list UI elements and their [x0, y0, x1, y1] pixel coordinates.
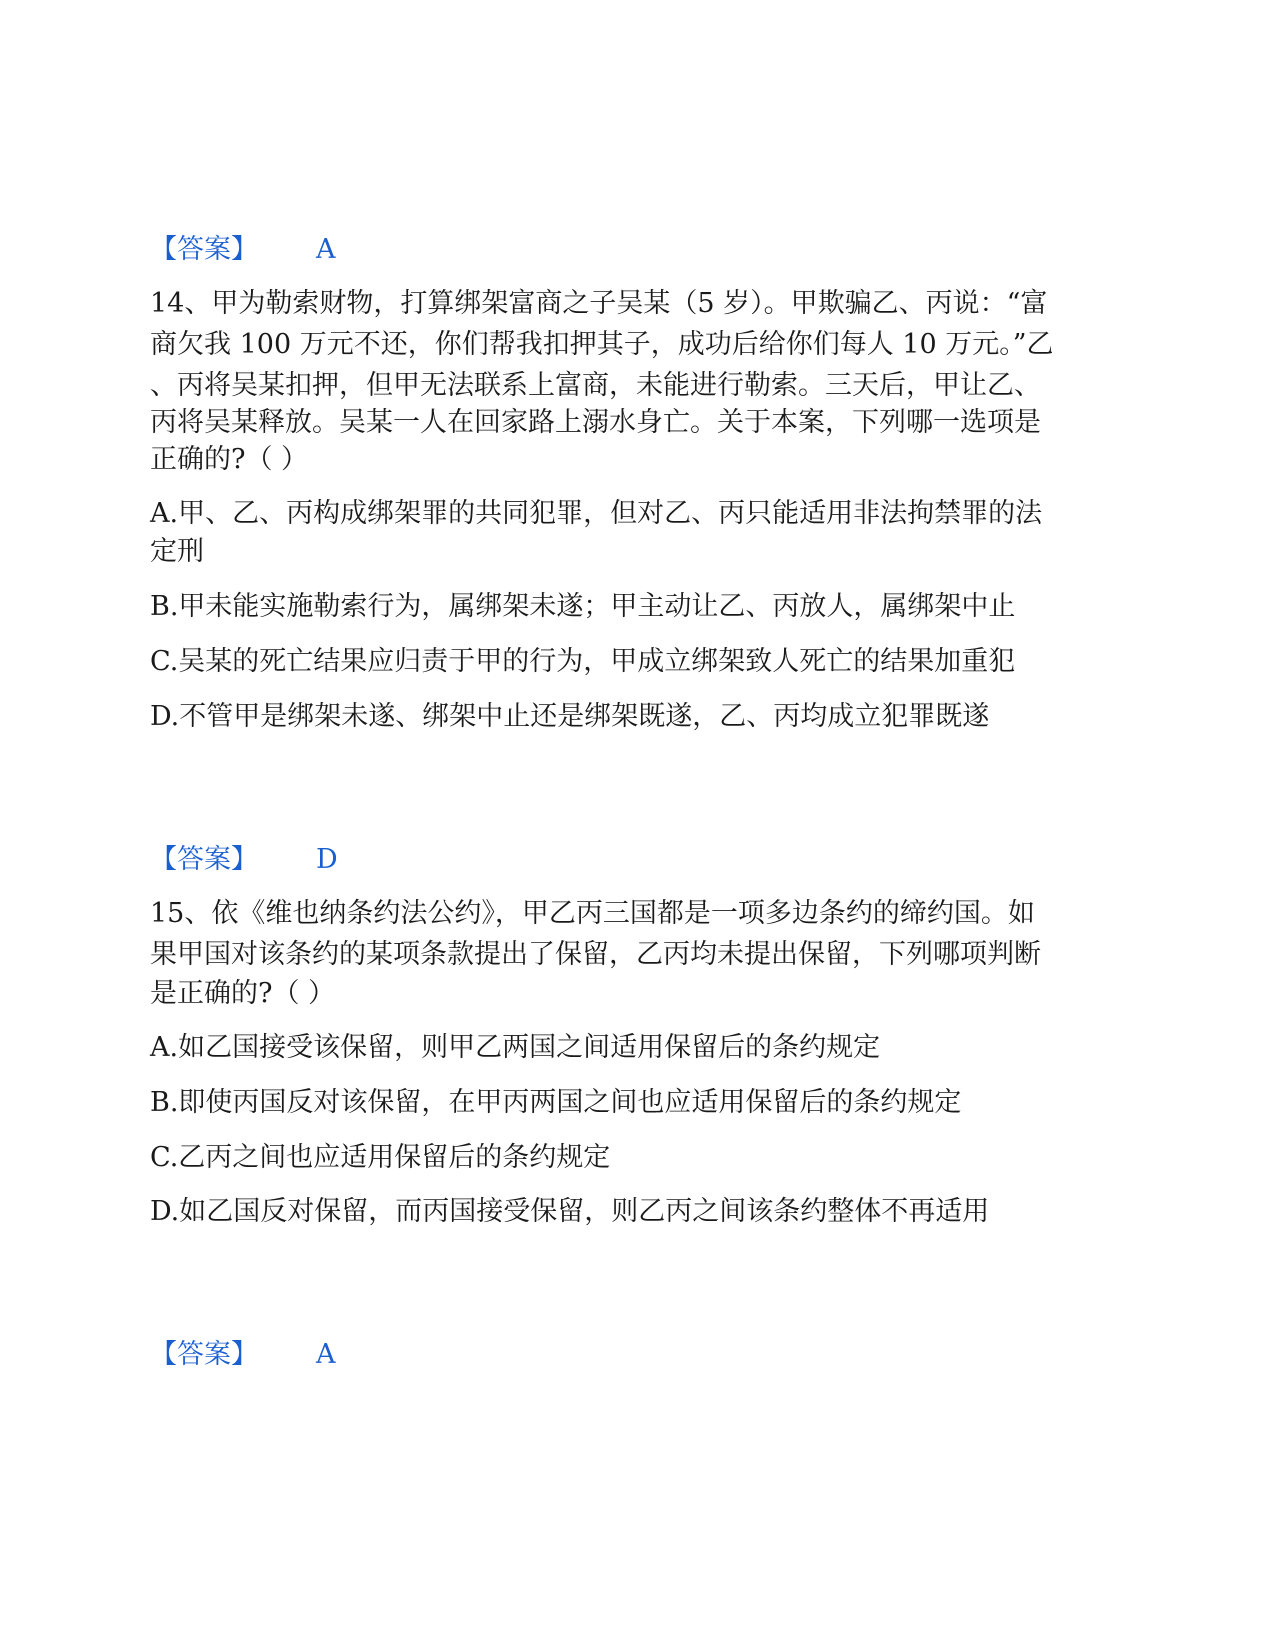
answer-label: 【答案】 — [150, 234, 258, 265]
answer-value: D — [316, 844, 338, 875]
question-text-line: 是正确的?（ ） — [150, 978, 336, 1009]
option-a: A.甲、乙、丙构成绑架罪的共同犯罪，但对乙、丙只能适用非法拘禁罪的法 — [150, 498, 1043, 529]
option-d: D.不管甲是绑架未遂、绑架中止还是绑架既遂，乙、丙均成立犯罪既遂 — [150, 701, 990, 732]
option-c: C.乙丙之间也应适用保留后的条约规定 — [150, 1142, 611, 1173]
option-b: B.甲未能实施勒索行为，属绑架未遂；甲主动让乙、丙放人，属绑架中止 — [150, 591, 1016, 622]
option-b: B.即使丙国反对该保留，在甲丙两国之间也应适用保留后的条约规定 — [150, 1087, 962, 1118]
answer-marker — [150, 843, 338, 877]
question-text-line: 、丙将吴某扣押，但甲无法联系上富商，未能进行勒索。三天后，甲让乙、 — [150, 370, 1041, 401]
answer-marker — [150, 1338, 336, 1372]
answer-value: A — [316, 1339, 336, 1370]
question-text-line: 14、甲为勒索财物，打算绑架富商之子吴某（5 岁）。甲欺骗乙、丙说：“富 — [150, 288, 1048, 319]
question-text-line: 15、依《维也纳条约法公约》，甲乙丙三国都是一项多边条约的缔约国。如 — [150, 898, 1035, 929]
option-a-continuation: 定刑 — [150, 536, 204, 567]
option-c: C.吴某的死亡结果应归责于甲的行为，甲成立绑架致人死亡的结果加重犯 — [150, 646, 1016, 677]
answer-label: 【答案】 — [150, 844, 258, 875]
question-text-line: 商欠我 100 万元不还，你们帮我扣押其子，成功后给你们每人 10 万元。”乙 — [150, 329, 1054, 360]
question-text-line: 丙将吴某释放。吴某一人在回家路上溺水身亡。关于本案，下列哪一选项是 — [150, 407, 1041, 438]
answer-label: 【答案】 — [150, 1339, 258, 1370]
option-d: D.如乙国反对保留，而丙国接受保留，则乙丙之间该条约整体不再适用 — [150, 1196, 990, 1227]
question-text-line: 果甲国对该条约的某项条款提出了保留，乙丙均未提出保留，下列哪项判断 — [150, 939, 1041, 970]
question-text-line: 正确的?（ ） — [150, 444, 309, 475]
option-a: A.如乙国接受该保留，则甲乙两国之间适用保留后的条约规定 — [150, 1032, 881, 1063]
answer-marker — [150, 233, 336, 267]
answer-value: A — [316, 234, 336, 265]
